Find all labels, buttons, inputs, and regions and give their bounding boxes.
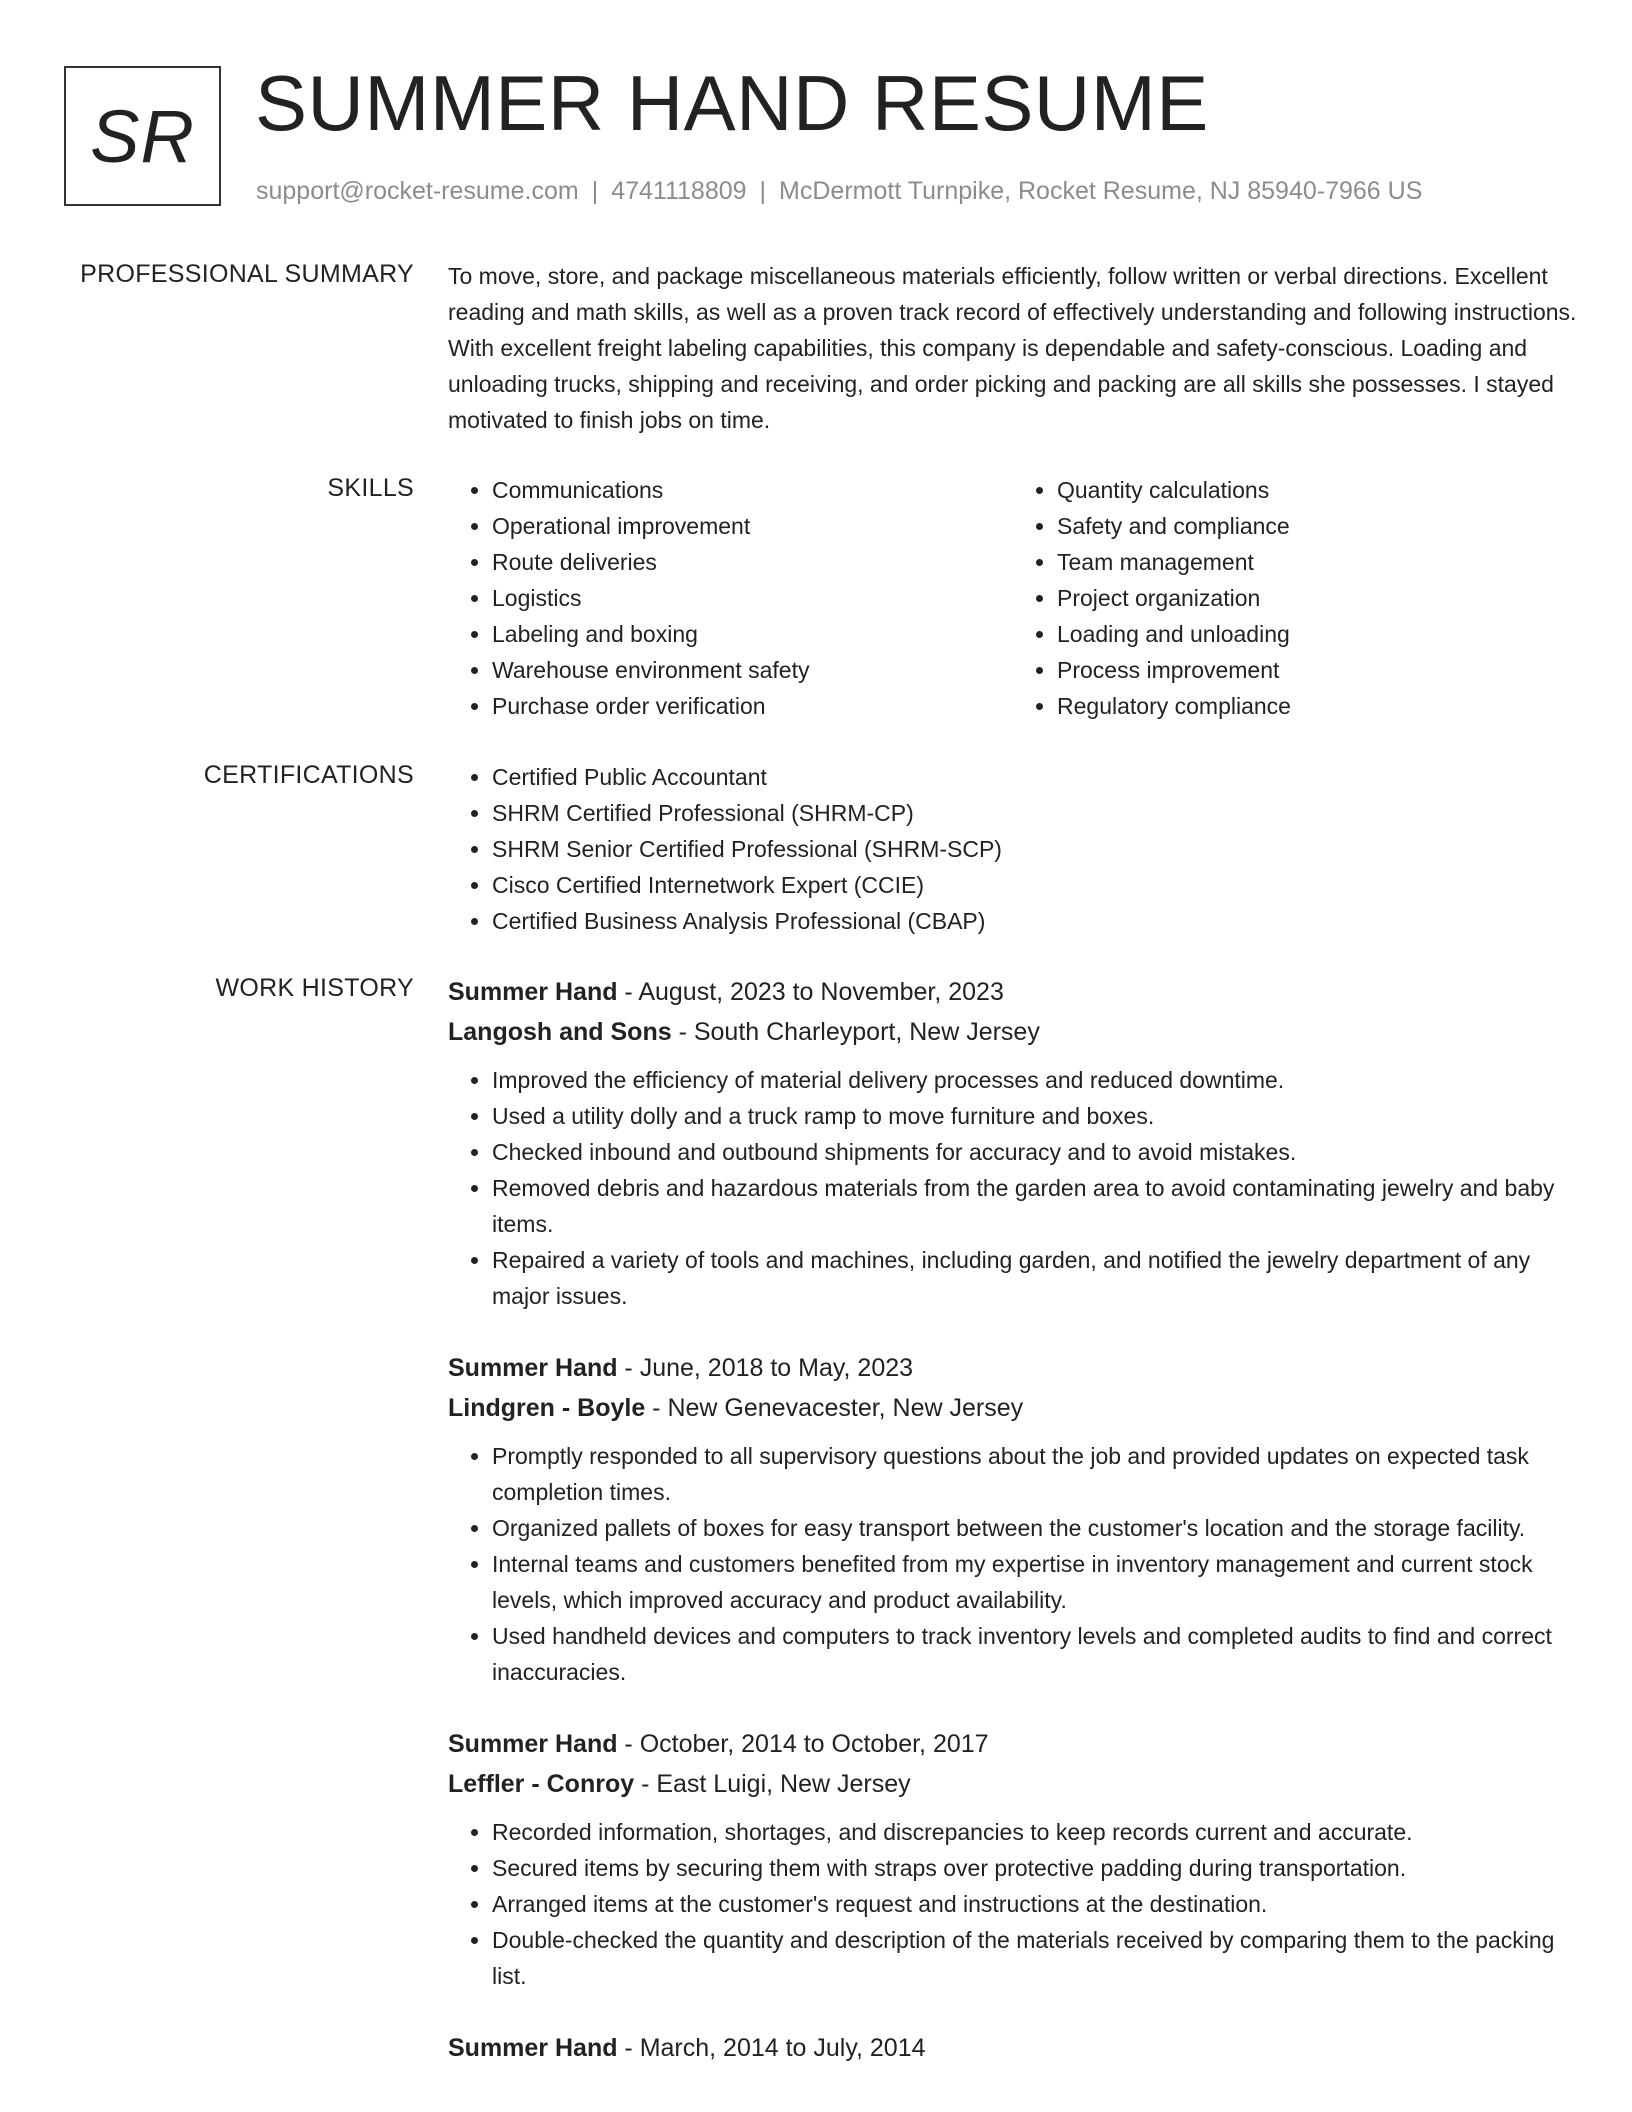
skill-item: • Process improvement (1057, 652, 1578, 688)
skill-item: • Safety and compliance (1057, 508, 1578, 544)
skill-item: • Loading and unloading (1057, 616, 1578, 652)
work-history-body (448, 972, 1578, 2102)
contact-separator: | (759, 177, 767, 205)
job-company: Langosh and Sons (448, 1018, 672, 1046)
job-bullets (448, 1438, 1578, 1690)
job-bullet: • Used a utility dolly and a truck ramp to move furniture and boxes. (492, 1098, 1578, 1134)
job-bullets (448, 1062, 1578, 1314)
summary-label: PROFESSIONAL SUMMARY (80, 260, 414, 288)
skill-item: • Route deliveries (492, 544, 1013, 580)
skill-item: • Team management (1057, 544, 1578, 580)
contact-phone[interactable]: 4741118809 (611, 177, 747, 205)
skill-item: • Purchase order verification (492, 688, 1013, 724)
certifications-list (448, 759, 1578, 939)
skill-item: • Warehouse environment safety (492, 652, 1013, 688)
job-company: Lindgren - Boyle (448, 1394, 646, 1422)
certifications-body (448, 759, 1578, 939)
job-dates: - March, 2014 to July, 2014 (617, 2034, 926, 2062)
job-title-line (448, 1724, 1578, 1764)
job-bullet: • Checked inbound and outbound shipments for accuracy and to avoid mistakes. (492, 1134, 1578, 1170)
job-bullet: • Promptly responded to all supervisory questions about the job and provided updates on expected task completion times. (492, 1438, 1578, 1510)
job-title-line (448, 2028, 1578, 2068)
job-title: Summer Hand (448, 2034, 618, 2062)
job-company-line (448, 1012, 1578, 1052)
job-dates: - August, 2023 to November, 2023 (617, 978, 1004, 1006)
job-location: - New Genevacester, New Jersey (645, 1394, 1024, 1422)
job-bullet: • Improved the efficiency of material delivery processes and reduced downtime. (492, 1062, 1578, 1098)
skills-list-left (448, 472, 1013, 724)
certification-item: • SHRM Senior Certified Professional (SHRM-SCP) (492, 831, 1578, 867)
job-title: Summer Hand (448, 978, 618, 1006)
contact-separator: | (591, 177, 599, 205)
resume-name: SUMMER HAND RESUME (255, 59, 1209, 147)
skill-item: • Communications (492, 472, 1013, 508)
work-history-label: WORK HISTORY (215, 974, 414, 1002)
job-company-line (448, 1388, 1578, 1428)
certification-item: • Certified Public Accountant (492, 759, 1578, 795)
skill-item: • Logistics (492, 580, 1013, 616)
certification-item: • SHRM Certified Professional (SHRM-CP) (492, 795, 1578, 831)
job-bullet: • Repaired a variety of tools and machines, including garden, and notified the jewelry department of any major issues. (492, 1242, 1578, 1314)
job-bullet: • Double-checked the quantity and description of the materials received by comparing them to the packing list. (492, 1922, 1578, 1994)
job-dates: - October, 2014 to October, 2017 (617, 1730, 989, 1758)
job-bullet: • Internal teams and customers benefited from my expertise in inventory management and current stock levels, which improved accuracy and product availability. (492, 1546, 1578, 1618)
job-title: Summer Hand (448, 1730, 618, 1758)
job-bullets (448, 1814, 1578, 1994)
contact-email[interactable]: support@rocket-resume.com (256, 177, 579, 205)
certifications-label: CERTIFICATIONS (203, 761, 414, 789)
job-bullet: • Recorded information, shortages, and discrepancies to keep records current and accurate. (492, 1814, 1578, 1850)
skill-item: • Regulatory compliance (1057, 688, 1578, 724)
contact-line (256, 175, 1422, 207)
skill-item: • Project organization (1057, 580, 1578, 616)
skill-item: • Quantity calculations (1057, 472, 1578, 508)
skill-item: • Operational improvement (492, 508, 1013, 544)
summary-text: To move, store, and package miscellaneous materials efficiently, follow written or verbal directions. Excellent reading and math skills, as well as a proven track record of effectively understanding and following instructions. With excellent freight labeling capabilities, this company is dependable and safety-conscious. Loading and unloading trucks, shipping and receiving, and order picking and packing are all skills she possesses. I stayed motivated to finish jobs on time. (448, 263, 1577, 433)
job-bullet: • Arranged items at the customer's request and instructions at the destination. (492, 1886, 1578, 1922)
job-title-line (448, 972, 1578, 1012)
skills-body (448, 472, 1578, 724)
job-entry (448, 2028, 1578, 2068)
summary-body (448, 258, 1578, 438)
skill-item: • Labeling and boxing (492, 616, 1013, 652)
job-dates: - June, 2018 to May, 2023 (617, 1354, 914, 1382)
skills-list-right (1013, 472, 1578, 724)
job-company: Leffler - Conroy (448, 1770, 635, 1798)
job-entry (448, 1724, 1578, 1994)
job-location: - East Luigi, New Jersey (634, 1770, 911, 1798)
job-location: - South Charleyport, New Jersey (671, 1018, 1040, 1046)
certification-item: • Certified Business Analysis Professional (CBAP) (492, 903, 1578, 939)
job-entry (448, 972, 1578, 1314)
skills-label: SKILLS (327, 474, 414, 502)
job-bullet: • Organized pallets of boxes for easy transport between the customer's location and the storage facility. (492, 1510, 1578, 1546)
job-title-line (448, 1348, 1578, 1388)
job-company-line (448, 1764, 1578, 1804)
contact-address: McDermott Turnpike, Rocket Resume, NJ 85940-7966 US (779, 177, 1423, 205)
job-bullet: • Removed debris and hazardous materials from the garden area to avoid contaminating jewelry and baby items. (492, 1170, 1578, 1242)
job-bullet: • Used handheld devices and computers to track inventory levels and completed audits to find and correct inaccuracies. (492, 1618, 1578, 1690)
job-title: Summer Hand (448, 1354, 618, 1382)
monogram-logo: SR (64, 66, 221, 206)
job-bullet: • Secured items by securing them with straps over protective padding during transportation. (492, 1850, 1578, 1886)
certification-item: • Cisco Certified Internetwork Expert (CCIE) (492, 867, 1578, 903)
job-entry (448, 1348, 1578, 1690)
